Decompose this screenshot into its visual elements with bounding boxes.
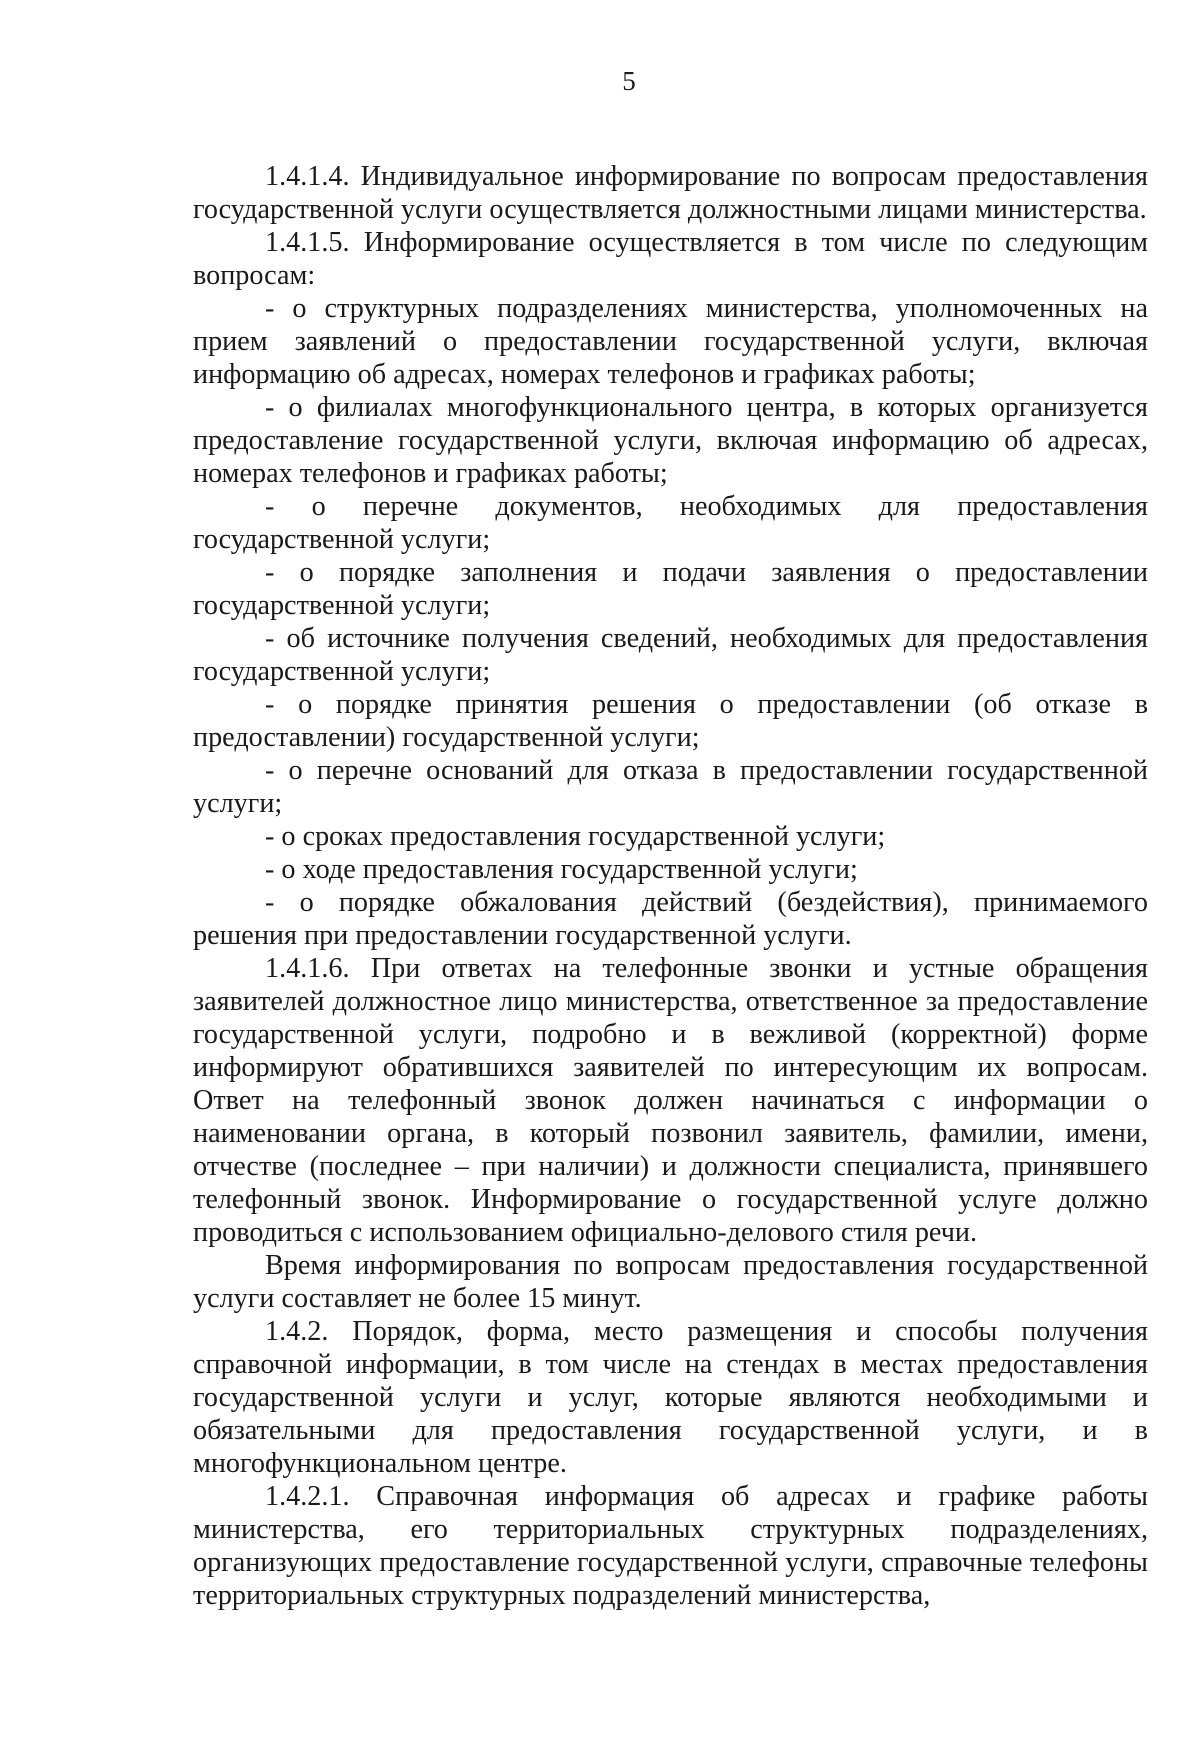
paragraph-1-4-1-5: 1.4.1.5. Информирование осуществляется в том числе по следующим вопросам: [193,227,1148,291]
paragraph-1-4-2: 1.4.2. Порядок, форма, место размещения и способы получения справочной информации, в том числе на стендах в местах предоставления государственной услуги и услуг, которые являются необходимыми и обязательными для предоставления государственной услуги, и в многофункциональном центре. [193,1316,1148,1479]
list-item-service-progress: - о ходе предоставления государственной услуги; [265,854,858,885]
list-item-documents-list: - о перечне документов, необходимых для предоставления государственной услуги; [193,491,1148,555]
list-item-appeal-procedure: - о порядке обжалования действий (бездействия), принимаемого решения при предоставлении государственной услуги. [193,887,1148,951]
list-item-application-procedure: - о порядке заполнения и подачи заявления о предоставлении государственной услуги; [193,557,1148,621]
list-item-refusal-grounds: - о перечне оснований для отказа в предоставлении государственной услуги; [193,755,1148,819]
paragraph-1-4-2-1: 1.4.2.1. Справочная информация об адресах и графике работы министерства, его территориальных структурных подразделениях, организующих предоставление государственной услуги, справочные телефоны территориальных структурных подразделений министерства, [193,1481,1148,1611]
document-text [193,160,1148,1612]
list-item-service-terms: - о сроках предоставления государственной услуги; [265,821,886,852]
list-item-structural-units: - о структурных подразделениях министерства, уполномоченных на прием заявлений о предоставлении государственной услуги, включая информацию об адресах, номерах телефонов и графиках работы; [193,293,1148,390]
list-item-decision-procedure: - о порядке принятия решения о предоставлении (об отказе в предоставлении) государственной услуги; [193,689,1148,753]
list-item-mfc-branches: - о филиалах многофункционального центра, в которых организуется предоставление государственной услуги, включая информацию об адресах, номерах телефонов и графиках работы; [193,392,1148,489]
page-number: 5 [622,66,636,96]
paragraph-1-4-1-4: 1.4.1.4. Индивидуальное информирование по вопросам предоставления государственной услуги осуществляется должностными лицами министерства. [193,161,1148,225]
list-item-information-source: - об источнике получения сведений, необходимых для предоставления государственной услуги; [193,623,1148,687]
paragraph-1-4-1-6: 1.4.1.6. При ответах на телефонные звонки и устные обращения заявителей должностное лицо министерства, ответственное за предоставление государственной услуги, подробно и в вежливой (корректной) форме информируют обратившихся заявителей по интересующим их вопросам. Ответ на телефонный звонок должен начинаться с информации о наименовании органа, в который позвонил заявитель, фамилии, имени, отчестве (последнее – при наличии) и должности специалиста, принявшего телефонный звонок. Информирование о государственной услуге должно проводиться с использованием официально-делового стиля речи. [193,953,1148,1248]
paragraph-informing-time: Время информирования по вопросам предоставления государственной услуги составляет не более 15 минут. [193,1250,1148,1314]
